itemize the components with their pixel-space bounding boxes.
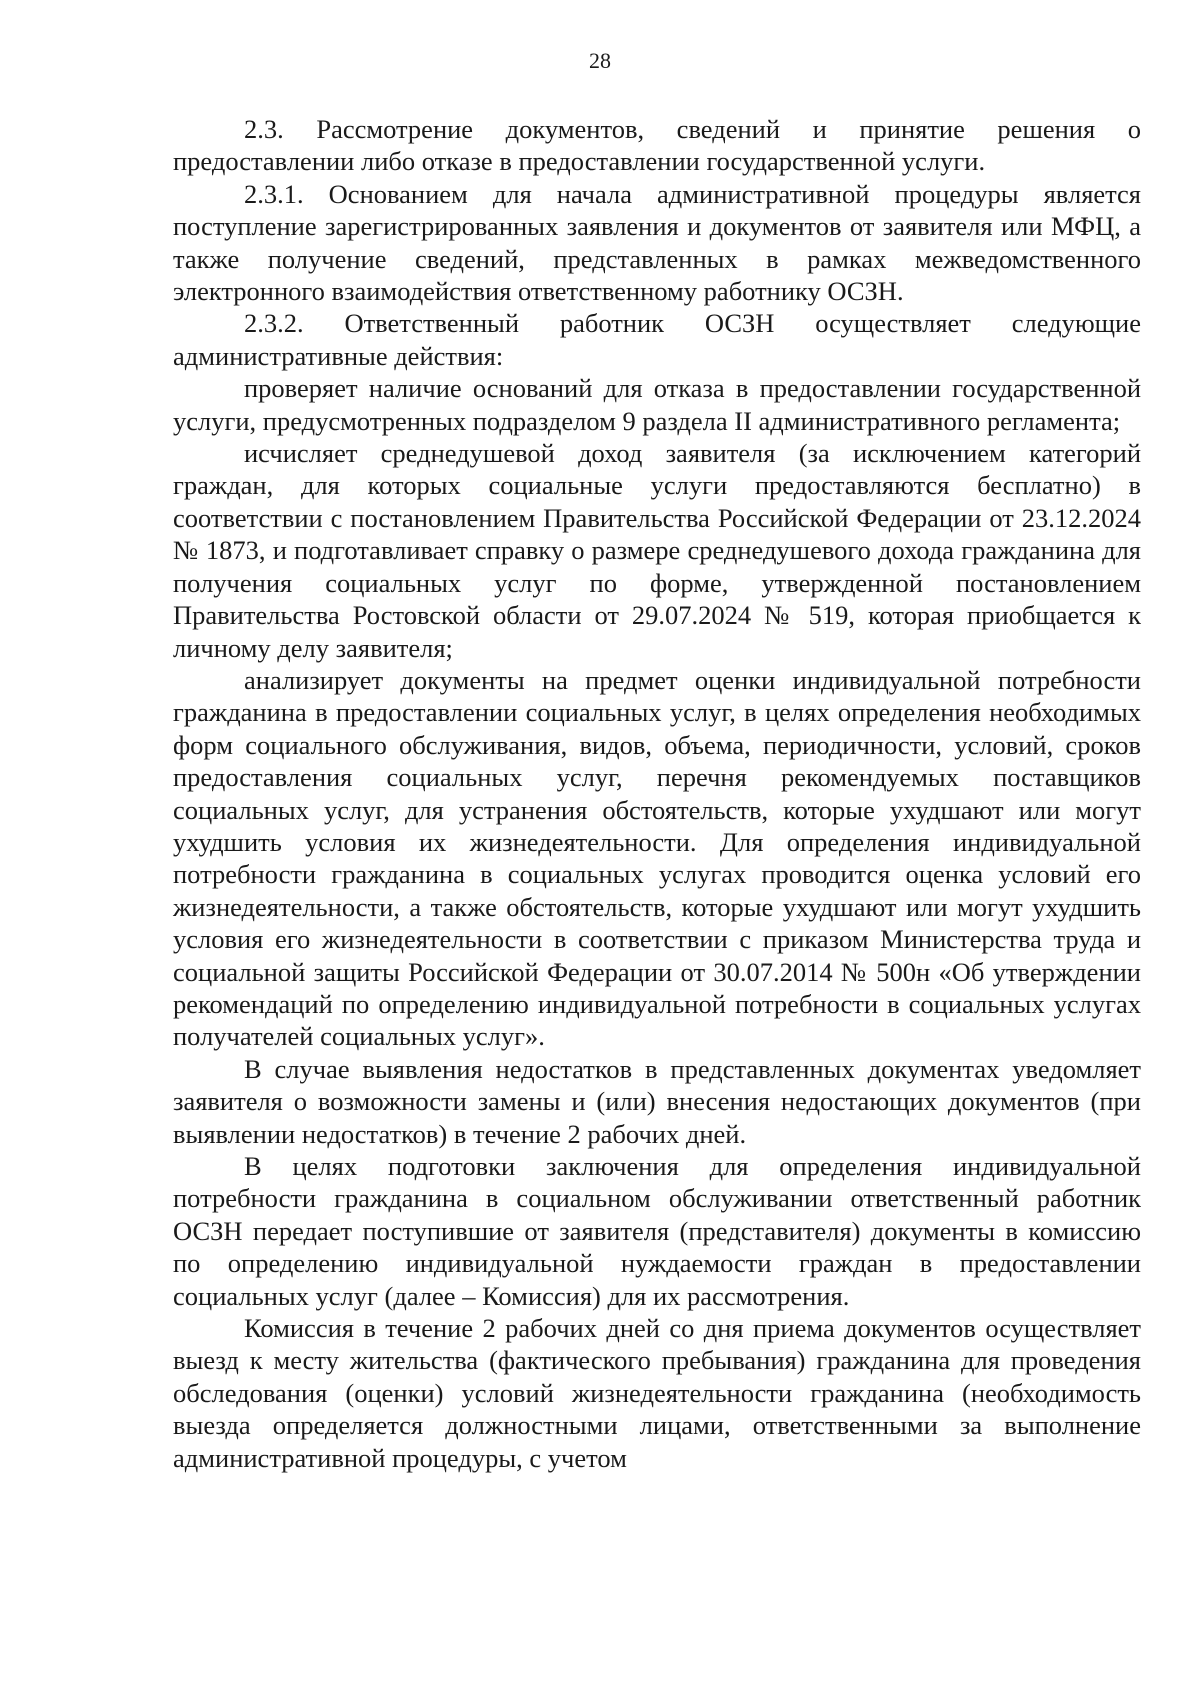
paragraph: В случае выявления недостатков в представленных документах уведомляет заявителя о возможности замены и (или) внесения недостающих документов (при выявлении недостатков) в течение 2 рабочих дней. bbox=[173, 1053, 1141, 1149]
paragraph: проверяет наличие оснований для отказа в предоставлении государственной услуги, предусмотренных подразделом 9 раздела II административного регламента; bbox=[173, 373, 1141, 436]
paragraph: Комиссия в течение 2 рабочих дней со дня приема документов осуществляет выезд к месту жительства (фактического пребывания) гражданина для проведения обследования (оценки) условий жизнедеятельности гражданина (необходимость выезда определяется должностными лицами, ответственными за выполнение административной процедуры, с учетом bbox=[173, 1313, 1141, 1473]
paragraph: анализирует документы на предмет оценки индивидуальной потребности гражданина в предоставлении социальных услуг, в целях определения необходимых форм социального обслуживания, видов, объема, периодичности, условий, сроков предоставления социальных услуг, перечня рекомендуемых поставщиков социальных услуг, для устранения обстоятельств, которые ухудшают или могут ухудшить условия их жизнедеятельности. Для определения индивидуальной потребности гражданина в социальных услугах проводится оценка условий его жизнедеятельности, а также обстоятельств, которые ухудшают или могут ухудшить условия его жизнедеятельности в соответствии с приказом Министерства труда и социальной защиты Российской Федерации от 30.07.2014 № 500н «Об утверждении рекомендаций по определению индивидуальной потребности в социальных услугах получателей социальных услуг». bbox=[173, 664, 1141, 1052]
paragraph: исчисляет среднедушевой доход заявителя (за исключением категорий граждан, для которых социальные услуги предоставляются бесплатно) в соответствии с постановлением Правительства Российской Федерации от 23.12.2024 № 1873, и подготавливает справку о размере среднедушевого дохода гражданина для получения социальных услуг по форме, утвержденной постановлением Правительства Ростовской области от 29.07.2024 № 519, которая приобщается к личному делу заявителя; bbox=[173, 438, 1141, 663]
paragraph: 2.3.2. Ответственный работник ОСЗН осуществляет следующие административные действия: bbox=[173, 308, 1141, 371]
paragraph: 2.3.1. Основанием для начала административной процедуры является поступление зарегистрированных заявления и документов от заявителя или МФЦ, а также получение сведений, представленных в рамках межведомственного электронного взаимодействия ответственному работнику ОСЗН. bbox=[173, 178, 1141, 307]
paragraph: 2.3. Рассмотрение документов, сведений и принятие решения о предоставлении либо отказе в предоставлении государственной услуги. bbox=[173, 114, 1141, 177]
document-body bbox=[173, 113, 1141, 1474]
page-number: 28 bbox=[589, 48, 611, 73]
paragraph: В целях подготовки заключения для определения индивидуальной потребности гражданина в социальном обслуживании ответственный работник ОСЗН передает поступившие от заявителя (представителя) документы в комиссию по определению индивидуальной нуждаемости граждан в предоставлении социальных услуг (далее – Комиссия) для их рассмотрения. bbox=[173, 1151, 1141, 1311]
